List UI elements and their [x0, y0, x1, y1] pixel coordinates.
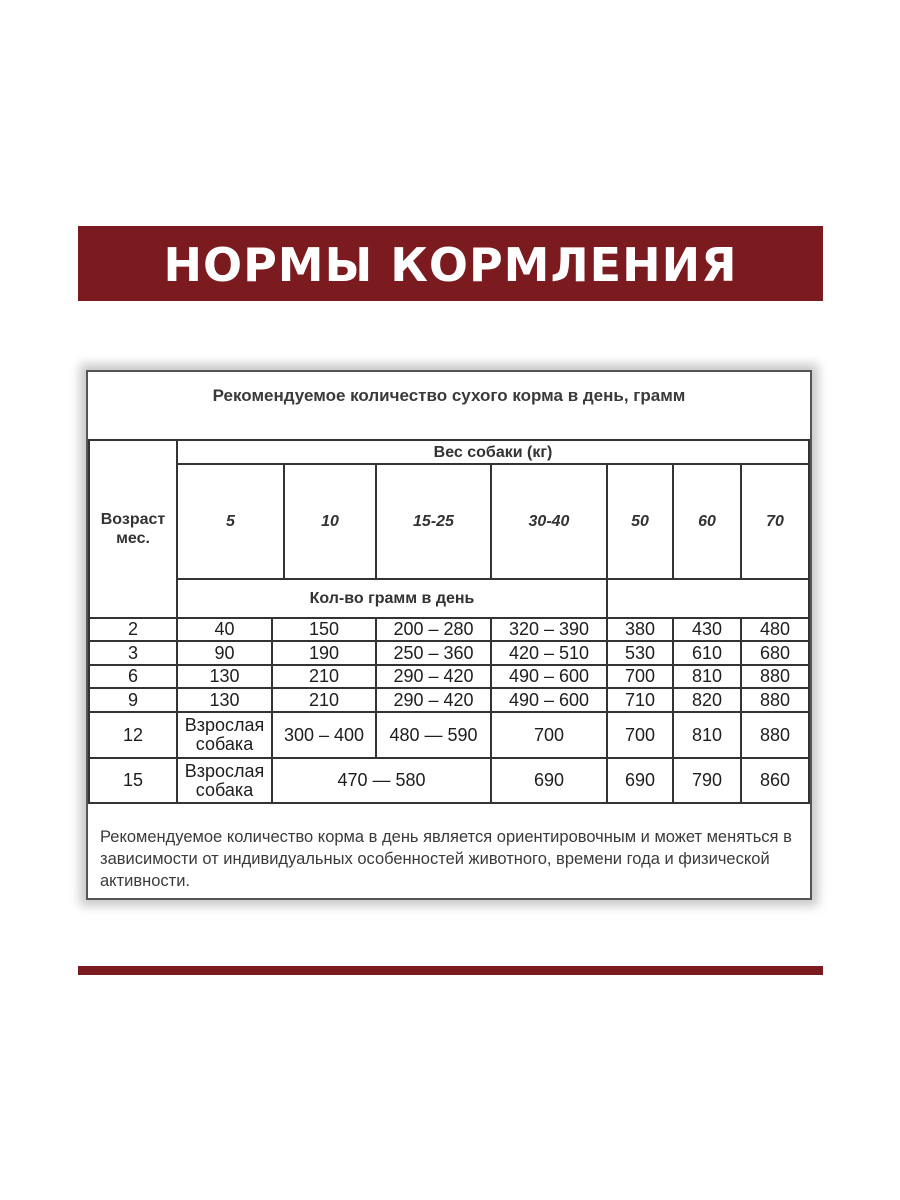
table-cell: 490 – 600: [508, 689, 590, 710]
table-cell: 710: [624, 689, 656, 710]
table-cell: 700: [533, 724, 565, 745]
table-cell: 290 – 420: [393, 666, 474, 686]
table-cell: 610: [691, 642, 723, 663]
table-cell: 880: [759, 666, 791, 686]
table-cell: 530: [624, 642, 656, 663]
table-cell: 290 – 420: [393, 689, 474, 710]
table-cell: 320 – 390: [508, 619, 590, 639]
table-cell: 480: [759, 619, 791, 639]
table-cell: 810: [691, 724, 723, 745]
weight-col-header: 5: [226, 513, 235, 530]
table-cell: 210: [308, 689, 340, 710]
table-cell: 210: [308, 666, 340, 686]
table-cell: 130: [209, 689, 240, 710]
table-cell: 380: [624, 619, 656, 639]
weight-col-header: 10: [321, 513, 339, 530]
table-title: Рекомендуемое количество сухого корма в день, грамм: [212, 386, 686, 405]
disclaimer-note: Рекомендуемое количество корма в день является ориентировочным и может меняться в зависимости от индивидуальных особенностей животного, времени года и физической активности.: [100, 828, 792, 890]
table-cell: 690: [533, 770, 565, 790]
table-cell: 190: [308, 642, 340, 663]
age-cell: 6: [127, 666, 138, 686]
age-cell: 2: [127, 619, 138, 639]
grid-line: [808, 439, 810, 804]
weight-col-header: 60: [698, 513, 716, 530]
table-cell: 700: [624, 666, 656, 686]
table-cell: 40: [214, 619, 235, 639]
table-cell: 490 – 600: [508, 666, 590, 686]
page-title-banner: НОРМЫ КОРМЛЕНИЯ: [78, 226, 823, 301]
table-cell: 820: [691, 689, 723, 710]
weight-col-header: 50: [631, 513, 649, 530]
table-cell: 810: [691, 666, 723, 686]
age-cell: 3: [127, 642, 138, 663]
table-cell: 790: [691, 770, 723, 790]
table-cell: Взрослая собака: [184, 760, 265, 800]
age-header: Возраст мес.: [100, 511, 166, 547]
feeding-table-card: [86, 370, 812, 900]
table-cell: 860: [759, 770, 791, 790]
weight-col-header: 30-40: [528, 513, 570, 530]
table-cell: 150: [308, 619, 340, 639]
table-cell: 480 — 590: [389, 724, 478, 745]
table-cell: 680: [759, 642, 791, 663]
table-cell: 880: [759, 724, 791, 745]
weight-header: Вес собаки (кг): [433, 443, 553, 461]
feeding-table: [88, 372, 810, 898]
table-cell: 430: [691, 619, 723, 639]
table-cell: 690: [624, 770, 656, 790]
grid-line: [88, 802, 810, 804]
table-cell: Взрослая собака: [184, 715, 265, 754]
grams-header: Кол-во грамм в день: [309, 590, 475, 607]
table-cell: 470 — 580: [337, 770, 426, 790]
table-cell: 300 – 400: [283, 724, 365, 745]
bottom-divider: [78, 966, 823, 975]
table-cell: 250 – 360: [393, 642, 474, 663]
table-cell: 420 – 510: [508, 642, 590, 663]
age-cell: 9: [127, 689, 138, 710]
table-cell: 880: [759, 689, 791, 710]
age-cell: 15: [122, 770, 144, 790]
table-cell: 90: [214, 642, 235, 663]
weight-col-header: 15-25: [413, 513, 454, 530]
table-cell: 700: [624, 724, 656, 745]
age-cell: 12: [122, 724, 144, 745]
weight-col-header: 70: [766, 513, 784, 530]
table-cell: 130: [209, 666, 240, 686]
table-cell: 200 – 280: [393, 619, 474, 639]
